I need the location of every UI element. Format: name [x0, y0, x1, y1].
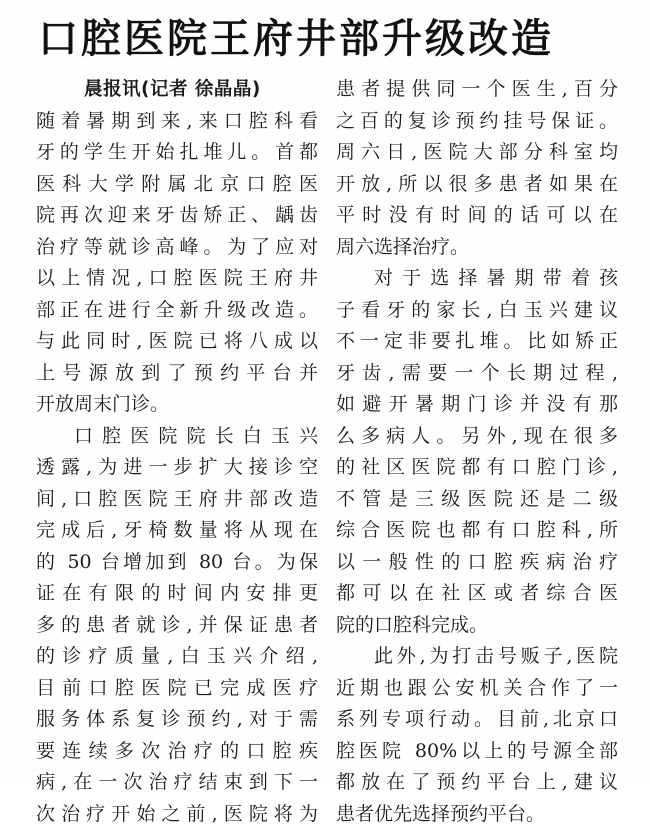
text-line: 以上情况,口腔医院王府井: [36, 263, 318, 295]
text-line: 上号源放到了预约平台并: [36, 358, 318, 390]
text-line: 都可以在社区或者综合医: [336, 578, 618, 610]
headline: 口腔医院王府井部升级改造: [38, 8, 554, 70]
paragraph-start-line: 此外,为打击号贩子,医院: [336, 641, 618, 673]
article-column-right: [336, 74, 618, 830]
text-line: 平时没有时间的话可以在: [336, 200, 618, 232]
text-line: 病,在一次治疗结束到下一: [36, 767, 318, 799]
text-line: 周六选择治疗。: [336, 232, 618, 264]
text-line: 腔医院 80%以上的号源全部: [336, 736, 618, 768]
text-line: 近期也跟公安机关合作了一: [336, 673, 618, 705]
text-line: 随着暑期到来,来口腔科看: [36, 106, 318, 138]
text-line: 的 50 台增加到 80 台。为保: [36, 547, 318, 579]
text-line: 院的口腔科完成。: [336, 610, 618, 642]
text-line: 的诊疗质量,白玉兴介绍,: [36, 641, 318, 673]
text-line: 部正在进行全新升级改造。: [36, 295, 318, 327]
text-line: 院再次迎来牙齿矫正、龋齿: [36, 200, 318, 232]
paragraph-start-line: 口腔医院院长白玉兴: [36, 421, 318, 453]
text-line: 开放周末门诊。: [36, 389, 318, 421]
text-line: 治疗等就诊高峰。为了应对: [36, 232, 318, 264]
text-line: 与此同时,医院已将八成以: [36, 326, 318, 358]
text-line: 的社区医院都有口腔门诊,: [336, 452, 618, 484]
paragraph-start-line: 对于选择暑期带着孩: [336, 263, 618, 295]
text-line: 周六日,医院大部分科室均: [336, 137, 618, 169]
text-line: 不管是三级医院还是二级: [336, 484, 618, 516]
text-line: 之百的复诊预约挂号保证。: [336, 106, 618, 138]
text-line: 透露,为进一步扩大接诊空: [36, 452, 318, 484]
text-line: 牙齿,需要一个长期过程,: [336, 358, 618, 390]
text-line: 都放在了预约平台上,建议: [336, 767, 618, 799]
text-line: 完成后,牙椅数量将从现在: [36, 515, 318, 547]
text-line: 目前口腔医院已完成医疗: [36, 673, 318, 705]
text-line: 开放,所以很多患者如果在: [336, 169, 618, 201]
byline: 晨报讯(记者 徐晶晶): [36, 74, 318, 106]
text-line: 如避开暑期门诊并没有那: [336, 389, 618, 421]
text-line: 么多病人。另外,现在很多: [336, 421, 618, 453]
text-line: 子看牙的家长,白玉兴建议: [336, 295, 618, 327]
text-line: 以一般性的口腔疾病治疗: [336, 547, 618, 579]
text-line: 牙的学生开始扎堆儿。首都: [36, 137, 318, 169]
text-line: 要连续多次治疗的口腔疾: [36, 736, 318, 768]
text-line: 不一定非要扎堆。比如矫正: [336, 326, 618, 358]
text-line: 患者优先选择预约平台。: [336, 799, 618, 830]
text-line: 系列专项行动。目前,北京口: [336, 704, 618, 736]
text-line: 次治疗开始之前,医院将为: [36, 799, 318, 830]
text-line: 患者提供同一个医生,百分: [336, 74, 618, 106]
text-line: 间,口腔医院王府井部改造: [36, 484, 318, 516]
text-line: 证在有限的时间内安排更: [36, 578, 318, 610]
text-line: 综合医院也都有口腔科,所: [336, 515, 618, 547]
text-line: 多的患者就诊,并保证患者: [36, 610, 318, 642]
article-column-left: [36, 74, 318, 830]
text-line: 医科大学附属北京口腔医: [36, 169, 318, 201]
text-line: 服务体系复诊预约,对于需: [36, 704, 318, 736]
